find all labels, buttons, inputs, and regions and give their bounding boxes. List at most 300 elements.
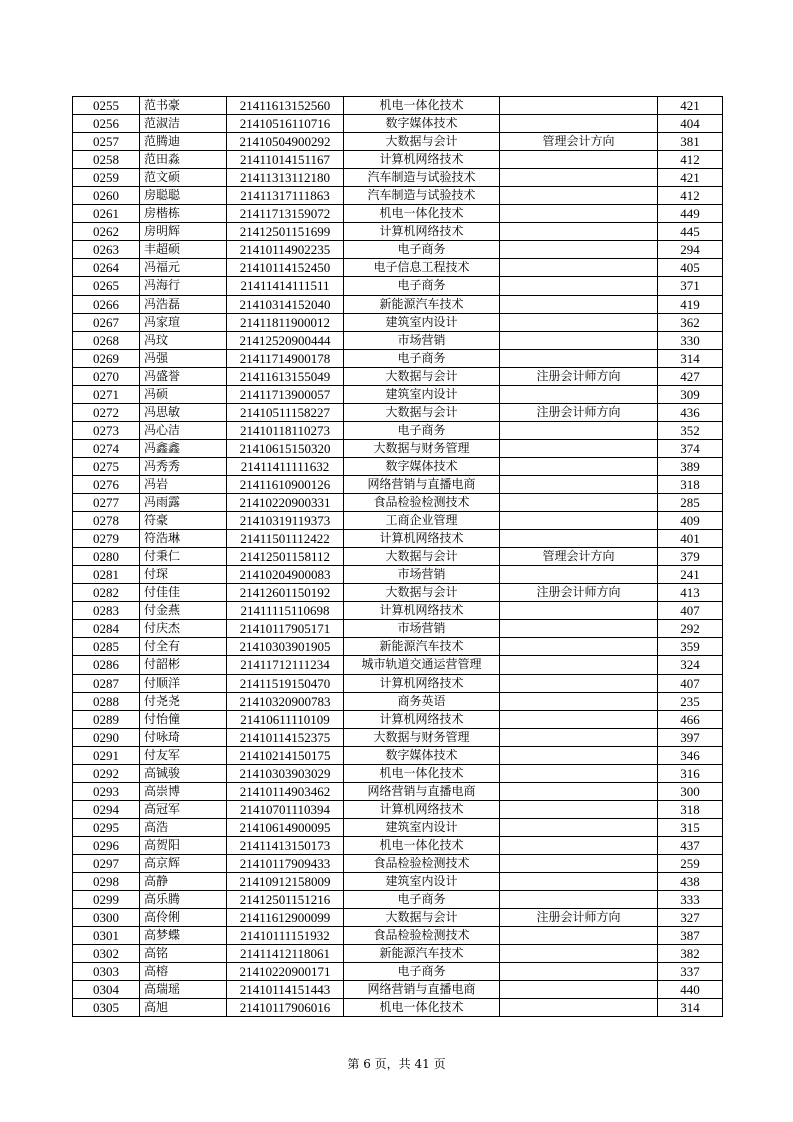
major-cell: 机电一体化技术: [344, 836, 500, 854]
score-cell: 285: [658, 494, 723, 512]
table-row: [73, 891, 723, 909]
exam-id-cell: 21410611110109: [227, 710, 344, 728]
table-row: [73, 277, 723, 295]
direction-cell: [500, 259, 658, 277]
student-score-table: [72, 96, 723, 1017]
direction-cell: 注册会计师方向: [500, 584, 658, 602]
exam-id-cell: 21410204900083: [227, 566, 344, 584]
row-number-cell: 0293: [73, 782, 140, 800]
row-number-cell: 0281: [73, 566, 140, 584]
score-cell: 314: [658, 999, 723, 1017]
exam-id-cell: 21411411111632: [227, 457, 344, 475]
direction-cell: [500, 295, 658, 313]
direction-cell: [500, 169, 658, 187]
exam-id-cell: 21410114151443: [227, 981, 344, 999]
major-cell: 大数据与会计: [344, 367, 500, 385]
major-cell: 食品检验检测技术: [344, 927, 500, 945]
exam-id-cell: 21412501158112: [227, 548, 344, 566]
direction-cell: [500, 674, 658, 692]
score-cell: 438: [658, 873, 723, 891]
table-row: [73, 638, 723, 656]
table-row: [73, 512, 723, 530]
exam-id-cell: 21410516110716: [227, 115, 344, 133]
student-name-cell: 付全有: [140, 638, 227, 656]
score-cell: 437: [658, 836, 723, 854]
direction-cell: [500, 241, 658, 259]
major-cell: 电子商务: [344, 241, 500, 259]
exam-id-cell: 21411713900057: [227, 385, 344, 403]
direction-cell: [500, 187, 658, 205]
table-row: [73, 494, 723, 512]
score-cell: 440: [658, 981, 723, 999]
row-number-cell: 0284: [73, 620, 140, 638]
score-cell: 294: [658, 241, 723, 259]
student-name-cell: 付金燕: [140, 602, 227, 620]
row-number-cell: 0257: [73, 133, 140, 151]
direction-cell: [500, 566, 658, 584]
score-cell: 337: [658, 963, 723, 981]
row-number-cell: 0303: [73, 963, 140, 981]
exam-id-cell: 21410615150320: [227, 439, 344, 457]
score-cell: 327: [658, 909, 723, 927]
major-cell: 新能源汽车技术: [344, 638, 500, 656]
major-cell: 新能源汽车技术: [344, 945, 500, 963]
score-cell: 419: [658, 295, 723, 313]
exam-id-cell: 21410117909433: [227, 854, 344, 872]
row-number-cell: 0258: [73, 151, 140, 169]
exam-id-cell: 21410614900095: [227, 818, 344, 836]
exam-id-cell: 21410111151932: [227, 927, 344, 945]
major-cell: 机电一体化技术: [344, 999, 500, 1017]
row-number-cell: 0289: [73, 710, 140, 728]
student-name-cell: 高京辉: [140, 854, 227, 872]
direction-cell: [500, 421, 658, 439]
row-number-cell: 0273: [73, 421, 140, 439]
student-name-cell: 付琛: [140, 566, 227, 584]
direction-cell: [500, 656, 658, 674]
row-number-cell: 0291: [73, 746, 140, 764]
score-cell: 407: [658, 674, 723, 692]
table-row: [73, 963, 723, 981]
score-cell: 259: [658, 854, 723, 872]
table-row: [73, 692, 723, 710]
row-number-cell: 0297: [73, 854, 140, 872]
table-row: [73, 764, 723, 782]
table-row: [73, 295, 723, 313]
exam-id-cell: 21411501112422: [227, 530, 344, 548]
row-number-cell: 0269: [73, 349, 140, 367]
row-number-cell: 0294: [73, 800, 140, 818]
score-cell: 412: [658, 151, 723, 169]
direction-cell: [500, 800, 658, 818]
direction-cell: [500, 854, 658, 872]
exam-id-cell: 21410319119373: [227, 512, 344, 530]
direction-cell: [500, 349, 658, 367]
major-cell: 计算机网络技术: [344, 151, 500, 169]
direction-cell: [500, 494, 658, 512]
table-row: [73, 457, 723, 475]
major-cell: 电子商务: [344, 963, 500, 981]
student-name-cell: 高铖骏: [140, 764, 227, 782]
row-number-cell: 0259: [73, 169, 140, 187]
major-cell: 建筑室内设计: [344, 873, 500, 891]
student-name-cell: 高伶俐: [140, 909, 227, 927]
table-row: [73, 115, 723, 133]
score-cell: 300: [658, 782, 723, 800]
score-cell: 421: [658, 169, 723, 187]
exam-id-cell: 21410314152040: [227, 295, 344, 313]
table-row: [73, 205, 723, 223]
direction-cell: [500, 999, 658, 1017]
direction-cell: [500, 439, 658, 457]
table-row: [73, 728, 723, 746]
major-cell: 市场营销: [344, 566, 500, 584]
score-cell: 413: [658, 584, 723, 602]
table-row: [73, 854, 723, 872]
score-cell: 404: [658, 115, 723, 133]
row-number-cell: 0260: [73, 187, 140, 205]
direction-cell: [500, 945, 658, 963]
student-name-cell: 付怡僮: [140, 710, 227, 728]
exam-id-cell: 21411712111234: [227, 656, 344, 674]
student-name-cell: 冯秀秀: [140, 457, 227, 475]
exam-id-cell: 21411115110698: [227, 602, 344, 620]
major-cell: 计算机网络技术: [344, 223, 500, 241]
direction-cell: 注册会计师方向: [500, 367, 658, 385]
row-number-cell: 0256: [73, 115, 140, 133]
table-row: [73, 439, 723, 457]
student-name-cell: 符浩琳: [140, 530, 227, 548]
exam-id-cell: 21410220900171: [227, 963, 344, 981]
student-name-cell: 付咏琦: [140, 728, 227, 746]
student-name-cell: 房聪聪: [140, 187, 227, 205]
row-number-cell: 0283: [73, 602, 140, 620]
row-number-cell: 0278: [73, 512, 140, 530]
score-cell: 371: [658, 277, 723, 295]
major-cell: 食品检验检测技术: [344, 494, 500, 512]
direction-cell: [500, 638, 658, 656]
exam-id-cell: 21410114152375: [227, 728, 344, 746]
score-cell: 318: [658, 800, 723, 818]
major-cell: 大数据与会计: [344, 548, 500, 566]
table-row: [73, 187, 723, 205]
exam-id-cell: 21411317111863: [227, 187, 344, 205]
score-cell: 316: [658, 764, 723, 782]
score-cell: 407: [658, 602, 723, 620]
major-cell: 大数据与财务管理: [344, 728, 500, 746]
major-cell: 大数据与会计: [344, 909, 500, 927]
major-cell: 建筑室内设计: [344, 818, 500, 836]
table-row: [73, 945, 723, 963]
major-cell: 汽车制造与试验技术: [344, 187, 500, 205]
student-name-cell: 范文硕: [140, 169, 227, 187]
major-cell: 计算机网络技术: [344, 800, 500, 818]
table-row: [73, 223, 723, 241]
score-cell: 382: [658, 945, 723, 963]
major-cell: 电子商务: [344, 277, 500, 295]
score-cell: 346: [658, 746, 723, 764]
exam-id-cell: 21410320900783: [227, 692, 344, 710]
table-row: [73, 818, 723, 836]
direction-cell: [500, 891, 658, 909]
direction-cell: [500, 457, 658, 475]
table-row: [73, 97, 723, 115]
direction-cell: [500, 710, 658, 728]
row-number-cell: 0271: [73, 385, 140, 403]
table-row: [73, 313, 723, 331]
student-name-cell: 冯岩: [140, 475, 227, 493]
score-cell: 318: [658, 475, 723, 493]
exam-id-cell: 21411414111511: [227, 277, 344, 295]
row-number-cell: 0286: [73, 656, 140, 674]
direction-cell: [500, 223, 658, 241]
row-number-cell: 0292: [73, 764, 140, 782]
score-cell: 314: [658, 349, 723, 367]
major-cell: 数字媒体技术: [344, 746, 500, 764]
table-row: [73, 620, 723, 638]
table-row: [73, 349, 723, 367]
exam-id-cell: 21411014151167: [227, 151, 344, 169]
major-cell: 网络营销与直播电商: [344, 475, 500, 493]
student-name-cell: 高铭: [140, 945, 227, 963]
direction-cell: 注册会计师方向: [500, 909, 658, 927]
student-name-cell: 冯盛誉: [140, 367, 227, 385]
table-row: [73, 927, 723, 945]
student-name-cell: 范淑洁: [140, 115, 227, 133]
table-row: [73, 746, 723, 764]
exam-id-cell: 21410504900292: [227, 133, 344, 151]
score-cell: 445: [658, 223, 723, 241]
student-name-cell: 高静: [140, 873, 227, 891]
student-name-cell: 付庆杰: [140, 620, 227, 638]
direction-cell: [500, 97, 658, 115]
direction-cell: [500, 385, 658, 403]
student-name-cell: 高冠军: [140, 800, 227, 818]
row-number-cell: 0301: [73, 927, 140, 945]
major-cell: 大数据与会计: [344, 584, 500, 602]
major-cell: 大数据与财务管理: [344, 439, 500, 457]
direction-cell: 管理会计方向: [500, 133, 658, 151]
score-cell: 387: [658, 927, 723, 945]
student-name-cell: 冯强: [140, 349, 227, 367]
major-cell: 网络营销与直播电商: [344, 782, 500, 800]
direction-cell: [500, 602, 658, 620]
exam-id-cell: 21411612900099: [227, 909, 344, 927]
major-cell: 商务英语: [344, 692, 500, 710]
row-number-cell: 0296: [73, 836, 140, 854]
exam-id-cell: 21410303901905: [227, 638, 344, 656]
row-number-cell: 0275: [73, 457, 140, 475]
student-name-cell: 冯福元: [140, 259, 227, 277]
row-number-cell: 0300: [73, 909, 140, 927]
row-number-cell: 0298: [73, 873, 140, 891]
exam-id-cell: 21410511158227: [227, 403, 344, 421]
score-cell: 381: [658, 133, 723, 151]
direction-cell: [500, 151, 658, 169]
row-number-cell: 0279: [73, 530, 140, 548]
student-name-cell: 高贺阳: [140, 836, 227, 854]
major-cell: 网络营销与直播电商: [344, 981, 500, 999]
score-cell: 409: [658, 512, 723, 530]
major-cell: 电子商务: [344, 891, 500, 909]
exam-id-cell: 21410118110273: [227, 421, 344, 439]
major-cell: 建筑室内设计: [344, 313, 500, 331]
major-cell: 城市轨道交通运营管理: [344, 656, 500, 674]
row-number-cell: 0267: [73, 313, 140, 331]
major-cell: 汽车制造与试验技术: [344, 169, 500, 187]
table-row: [73, 602, 723, 620]
student-name-cell: 高旭: [140, 999, 227, 1017]
major-cell: 电子信息工程技术: [344, 259, 500, 277]
major-cell: 计算机网络技术: [344, 602, 500, 620]
score-cell: 405: [658, 259, 723, 277]
table-row: [73, 367, 723, 385]
table-row: [73, 548, 723, 566]
major-cell: 数字媒体技术: [344, 457, 500, 475]
student-name-cell: 范田淼: [140, 151, 227, 169]
direction-cell: [500, 530, 658, 548]
row-number-cell: 0262: [73, 223, 140, 241]
exam-id-cell: 21412501151216: [227, 891, 344, 909]
table-row: [73, 584, 723, 602]
row-number-cell: 0264: [73, 259, 140, 277]
score-cell: 379: [658, 548, 723, 566]
major-cell: 市场营销: [344, 331, 500, 349]
exam-id-cell: 21410912158009: [227, 873, 344, 891]
score-cell: 333: [658, 891, 723, 909]
row-number-cell: 0302: [73, 945, 140, 963]
student-name-cell: 丰超硕: [140, 241, 227, 259]
exam-id-cell: 21411610900126: [227, 475, 344, 493]
major-cell: 计算机网络技术: [344, 674, 500, 692]
student-name-cell: 冯雨露: [140, 494, 227, 512]
row-number-cell: 0274: [73, 439, 140, 457]
score-cell: 241: [658, 566, 723, 584]
score-cell: 309: [658, 385, 723, 403]
exam-id-cell: 21410117905171: [227, 620, 344, 638]
direction-cell: [500, 620, 658, 638]
table-row: [73, 782, 723, 800]
direction-cell: [500, 818, 658, 836]
score-cell: 235: [658, 692, 723, 710]
exam-id-cell: 21411412118061: [227, 945, 344, 963]
exam-id-cell: 21410220900331: [227, 494, 344, 512]
row-number-cell: 0304: [73, 981, 140, 999]
table-row: [73, 999, 723, 1017]
table-row: [73, 133, 723, 151]
exam-id-cell: 21411313112180: [227, 169, 344, 187]
direction-cell: [500, 981, 658, 999]
score-cell: 449: [658, 205, 723, 223]
major-cell: 机电一体化技术: [344, 205, 500, 223]
direction-cell: [500, 313, 658, 331]
direction-cell: [500, 512, 658, 530]
exam-id-cell: 21412520900444: [227, 331, 344, 349]
major-cell: 计算机网络技术: [344, 530, 500, 548]
row-number-cell: 0261: [73, 205, 140, 223]
student-name-cell: 付顺洋: [140, 674, 227, 692]
row-number-cell: 0266: [73, 295, 140, 313]
direction-cell: [500, 873, 658, 891]
exam-id-cell: 21410114902235: [227, 241, 344, 259]
score-cell: 427: [658, 367, 723, 385]
direction-cell: [500, 277, 658, 295]
direction-cell: [500, 331, 658, 349]
score-cell: 292: [658, 620, 723, 638]
student-name-cell: 冯浩磊: [140, 295, 227, 313]
row-number-cell: 0277: [73, 494, 140, 512]
table-row: [73, 475, 723, 493]
student-name-cell: 冯玟: [140, 331, 227, 349]
exam-id-cell: 21411613152560: [227, 97, 344, 115]
row-number-cell: 0285: [73, 638, 140, 656]
direction-cell: [500, 963, 658, 981]
exam-id-cell: 21411713159072: [227, 205, 344, 223]
table-body: [73, 97, 723, 1017]
student-name-cell: 冯硕: [140, 385, 227, 403]
score-cell: 324: [658, 656, 723, 674]
major-cell: 建筑室内设计: [344, 385, 500, 403]
student-name-cell: 冯鑫鑫: [140, 439, 227, 457]
table-row: [73, 566, 723, 584]
student-name-cell: 高榕: [140, 963, 227, 981]
row-number-cell: 0280: [73, 548, 140, 566]
table-row: [73, 385, 723, 403]
student-name-cell: 冯思敏: [140, 403, 227, 421]
student-name-cell: 冯心洁: [140, 421, 227, 439]
row-number-cell: 0288: [73, 692, 140, 710]
table-row: [73, 331, 723, 349]
exam-id-cell: 21411811900012: [227, 313, 344, 331]
direction-cell: [500, 836, 658, 854]
row-number-cell: 0268: [73, 331, 140, 349]
direction-cell: [500, 782, 658, 800]
table-row: [73, 403, 723, 421]
direction-cell: [500, 692, 658, 710]
major-cell: 数字媒体技术: [344, 115, 500, 133]
score-cell: 374: [658, 439, 723, 457]
major-cell: 机电一体化技术: [344, 764, 500, 782]
exam-id-cell: 21410114152450: [227, 259, 344, 277]
student-name-cell: 冯海行: [140, 277, 227, 295]
exam-id-cell: 21410214150175: [227, 746, 344, 764]
table-row: [73, 241, 723, 259]
table-row: [73, 656, 723, 674]
major-cell: 电子商务: [344, 349, 500, 367]
student-name-cell: 房楷栋: [140, 205, 227, 223]
student-name-cell: 高瑞瑶: [140, 981, 227, 999]
score-cell: 330: [658, 331, 723, 349]
row-number-cell: 0265: [73, 277, 140, 295]
table-row: [73, 530, 723, 548]
student-name-cell: 付佳佳: [140, 584, 227, 602]
table-row: [73, 836, 723, 854]
student-name-cell: 付韶彬: [140, 656, 227, 674]
direction-cell: [500, 475, 658, 493]
table-row: [73, 259, 723, 277]
exam-id-cell: 21412601150192: [227, 584, 344, 602]
score-cell: 436: [658, 403, 723, 421]
row-number-cell: 0263: [73, 241, 140, 259]
student-name-cell: 高崇博: [140, 782, 227, 800]
student-name-cell: 房明辉: [140, 223, 227, 241]
major-cell: 计算机网络技术: [344, 710, 500, 728]
student-name-cell: 高梦蝶: [140, 927, 227, 945]
exam-id-cell: 21411714900178: [227, 349, 344, 367]
student-name-cell: 冯家瑄: [140, 313, 227, 331]
direction-cell: [500, 764, 658, 782]
table-row: [73, 981, 723, 999]
